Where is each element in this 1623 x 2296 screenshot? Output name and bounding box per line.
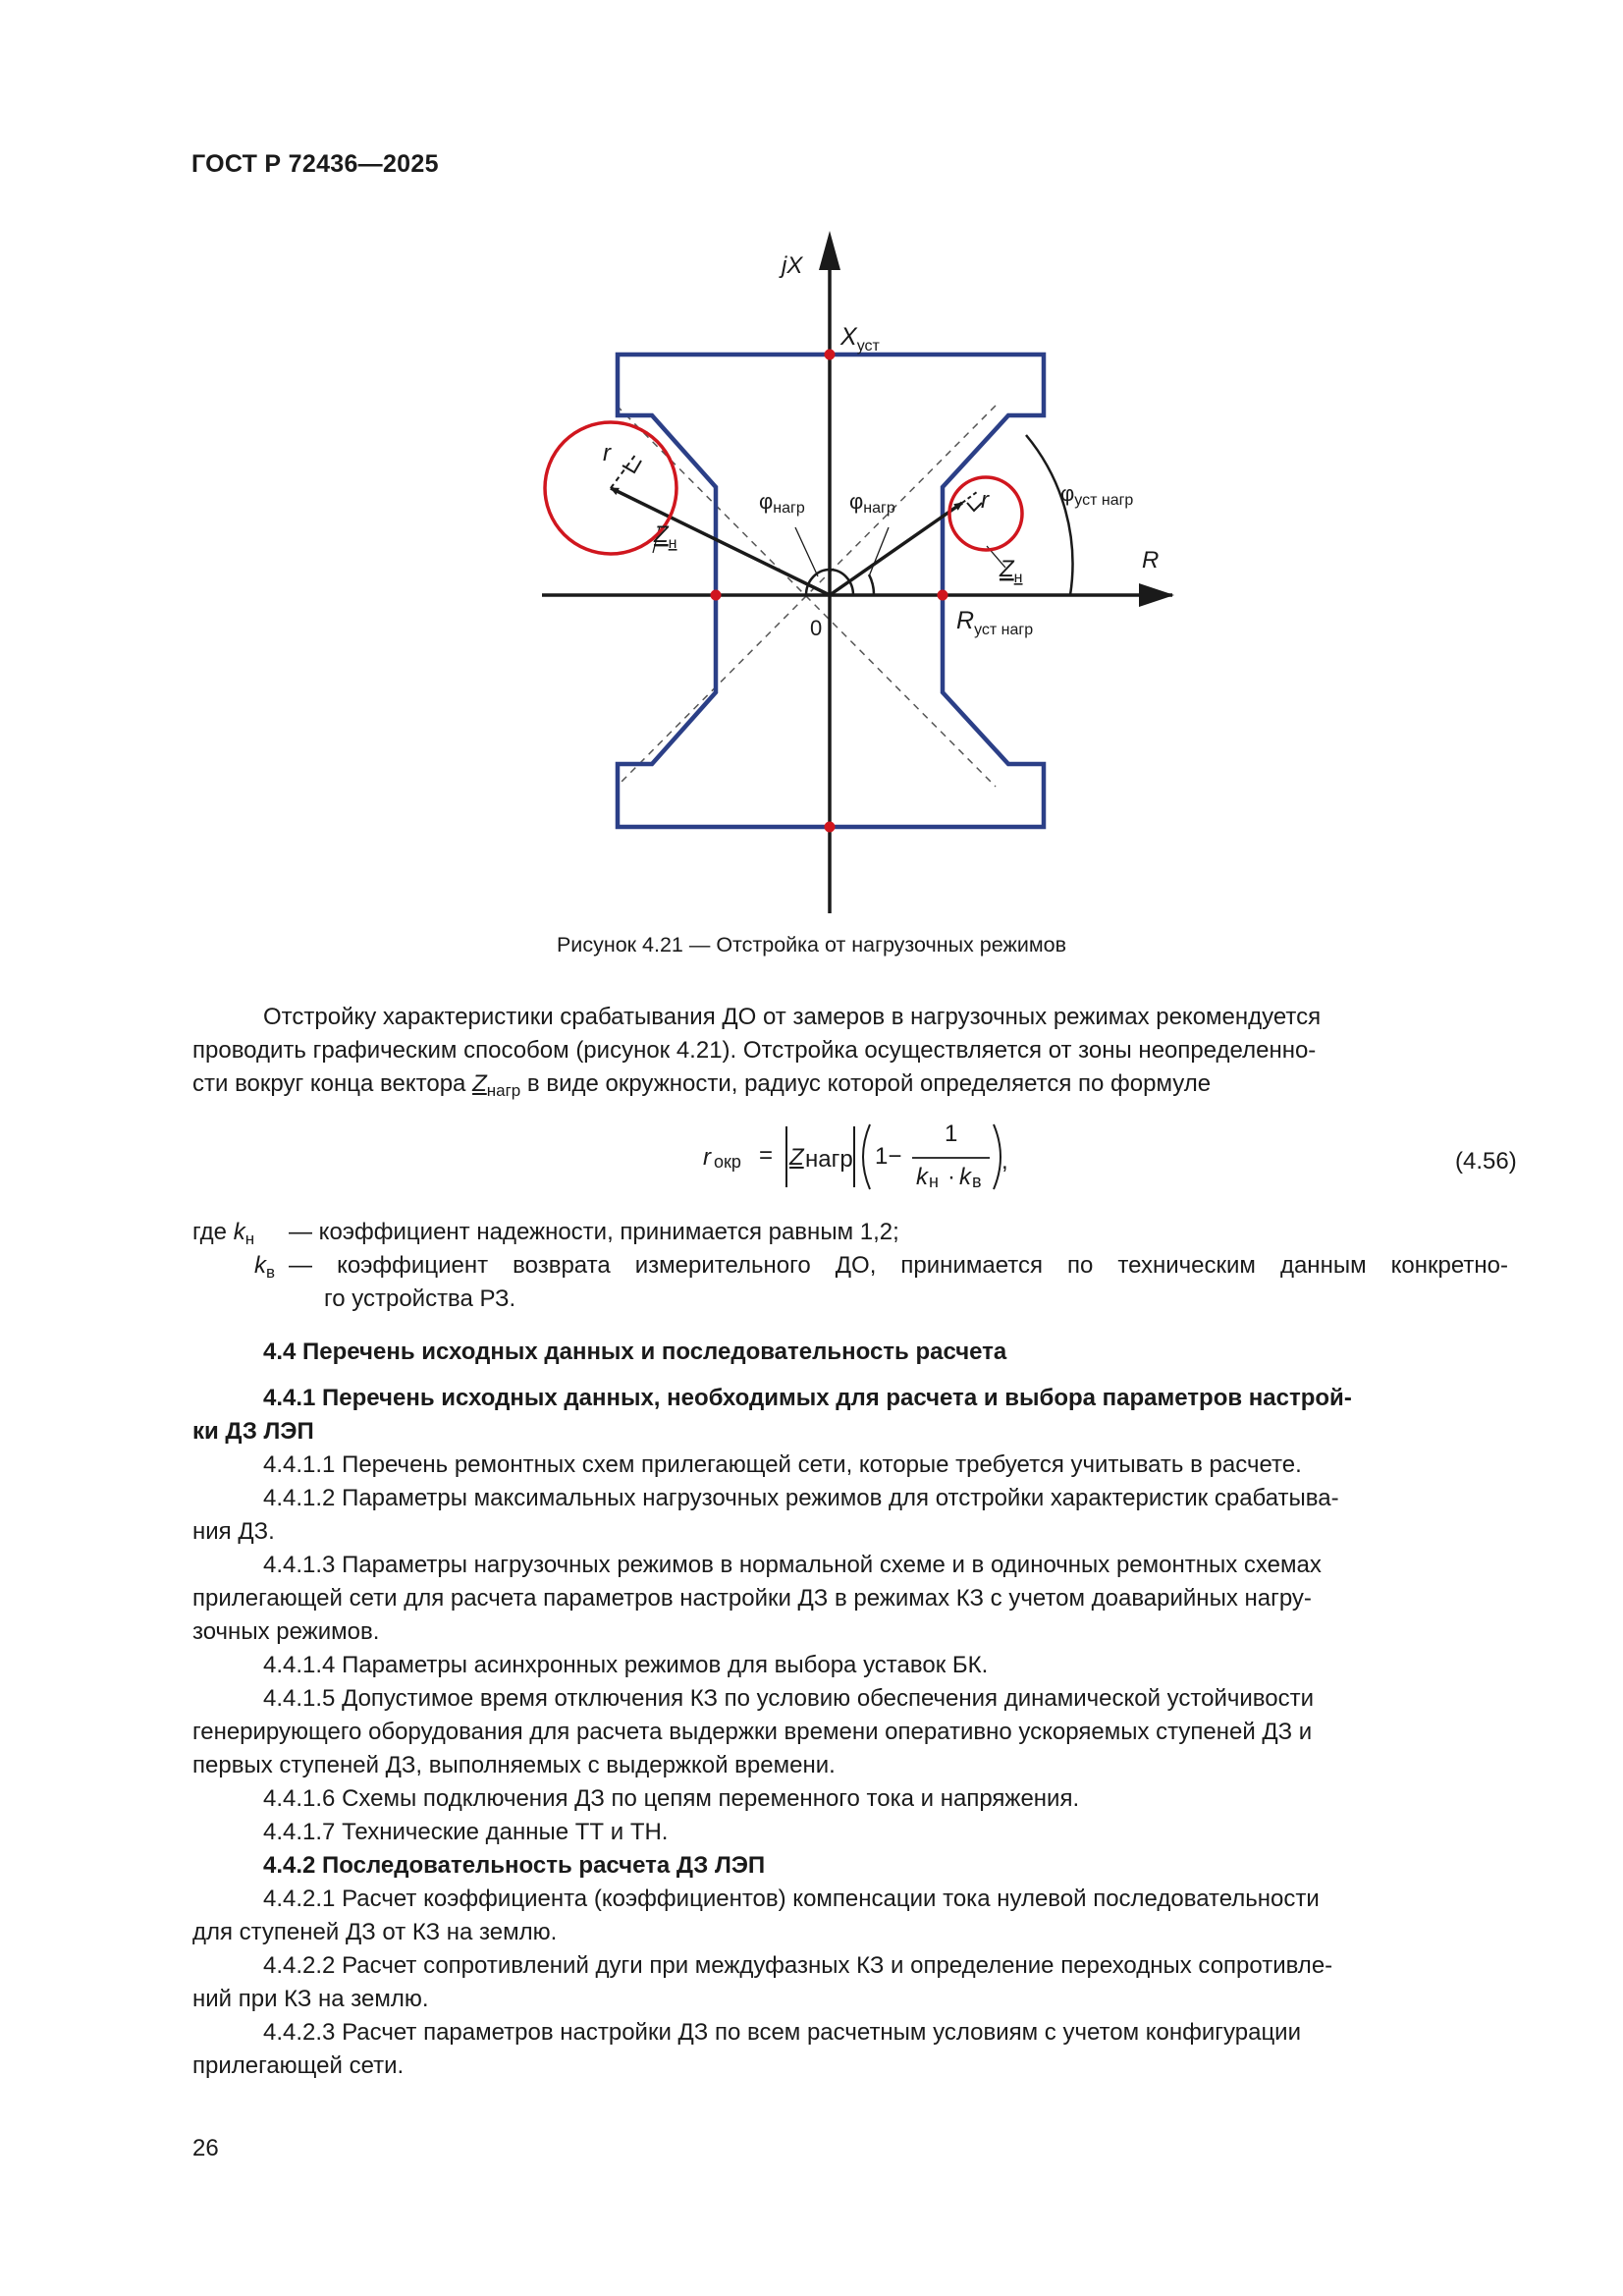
intro-paragraph: Отстройку характеристики срабатывания ДО от замеров в нагрузочных режимах рекомендуется проводить графическим способом (рисунок 4.21). Отстройка осуществляется от зоны неопределенно- сти вокруг конца вектора $Z_{нагр}$ в виде окружности, радиус которой определяется по формуле — [192, 1004, 1322, 1100]
page-number: 26 — [192, 2135, 219, 2161]
r-axis-arrowhead — [1139, 583, 1174, 607]
zn-left-label: Z — [654, 521, 669, 548]
r-ust-label: R — [956, 607, 975, 634]
definition-kn: где $k_н$ — коэффициент надежности, принимается равным 1,2; — [192, 1219, 899, 1248]
svg-text:Xуст — [839, 323, 881, 355]
phi-ust-sub: уст нагр — [1074, 492, 1134, 509]
zn-right-sub: н — [1013, 570, 1023, 586]
definition-kv: $k_в$ — коэффициент возврата измерительного ДО, принимается по техническим данным конкретно- — [254, 1252, 1508, 1282]
x-ust-sub: уст — [856, 338, 880, 355]
section-4-4-1: 4.4.1 Перечень исходных данных, необходимых для расчета и выбора параметров настрой- ки ДЗ ЛЭП 4.4.1.1 Перечень ремонтных схем прилегающей сети, которые требуется учитывать в расчете. 4.4.1.2 Параметры максимальных нагрузочных режимов для отстройки характеристик срабатыва- ния ДЗ. 4.4.1.3 Параметры нагрузочных режимов в нормальной схеме и в одиночных ремонтных схемах прилегающей сети для расчета параметров настройки ДЗ в режимах КЗ с учетом доаварийных нагру- зочных режимов. 4.4.1.4 Параметры асинхронных режимов для выбора уставок БК. 4.4.1.5 Допустимое время отключения КЗ по условию обеспечения динамической устойчивости генерирующего оборудования для расчета выдержки времени оперативно ускоряемых ступеней ДЗ и первых ступеней ДЗ, выполняемых с выдержкой времени. 4.4.1.6 Схемы подключения ДЗ по цепям переменного тока и напряжения. 4.4.1.7 Технические данные ТТ и ТН. 4.4.2 Последовательность расчета ДЗ ЛЭП 4.4.2.1 Расчет коэффициента (коэффициентов) компенсации тока нулевой последовательности для ступеней ДЗ от КЗ на землю. 4.4.2.2 Расчет сопротивлений дуги при междуфазных КЗ и определение переходных сопротивле- ний при КЗ на землю. 4.4.2.3 Расчет параметров настройки ДЗ по всем расчетным условиям с учетом конфигурации прилегающей сети. — [192, 1382, 1520, 2083]
figure-caption: Рисунок 4.21 — Отстройка от нагрузочных режимов — [556, 933, 1067, 957]
phi-load-left-sub: нагр — [773, 500, 805, 517]
document-header: ГОСТ Р 72436—2025 — [191, 150, 439, 178]
r-right-label: r — [981, 487, 989, 514]
distance-protection-characteristic-diagram — [0, 0, 1623, 933]
x-ust-label: X — [840, 323, 857, 351]
svg-text:φнагр — [849, 489, 895, 517]
section-4-4-heading: 4.4 Перечень исходных данных и последовательность расчета — [263, 1339, 1007, 1365]
phi-load-left-label: φ — [759, 489, 774, 514]
zn-left-sub: н — [668, 535, 677, 552]
origin-label: 0 — [810, 616, 823, 640]
r-ust-sub: уст нагр — [974, 622, 1034, 638]
jx-axis-label: jX — [782, 252, 803, 279]
equation-number: (4.56) — [1455, 1148, 1517, 1175]
svg-text:φуст нагр — [1060, 481, 1133, 509]
r-right-line — [962, 492, 977, 503]
section-4-4-1-heading: 4.4.1 Перечень исходных данных, необходимых для расчета и выбора параметров настрой- — [263, 1385, 1352, 1411]
phi-ust-arc — [1026, 435, 1075, 595]
r-right-right-angle — [967, 503, 982, 511]
section-4-4 — [192, 1336, 1520, 1369]
zn-right-label: Z — [1000, 556, 1014, 582]
phi-load-arc-inner — [869, 574, 874, 595]
svg-text:Zн — [999, 556, 1023, 586]
symbol-definitions: где $k_н$ — коэффициент надежности, принимается равным 1,2; $k_в$ — коэффициент возврата измерительного ДО, принимается по техническим данным конкретно- го устройства РЗ. — [192, 1216, 1520, 1316]
jx-axis-arrowhead — [819, 231, 840, 270]
svg-text:Rуст нагр — [956, 607, 1033, 638]
r-axis-label: R — [1142, 547, 1160, 574]
r-left-right-angle — [622, 461, 641, 472]
r-left-label: r — [603, 440, 611, 466]
phi-ust-label: φ — [1060, 481, 1075, 506]
phi-load-right-sub: нагр — [863, 500, 895, 517]
svg-text:Zн — [653, 521, 677, 552]
formula-4-56: r окр = Z нагр 1− 1 k н · k в , (4.56) — [703, 1121, 1517, 1191]
section-4-4-2-heading: 4.4.2 Последовательность расчета ДЗ ЛЭП — [263, 1852, 766, 1879]
phi-load-right-label: φ — [849, 489, 864, 514]
svg-text:φнагр — [759, 489, 805, 517]
